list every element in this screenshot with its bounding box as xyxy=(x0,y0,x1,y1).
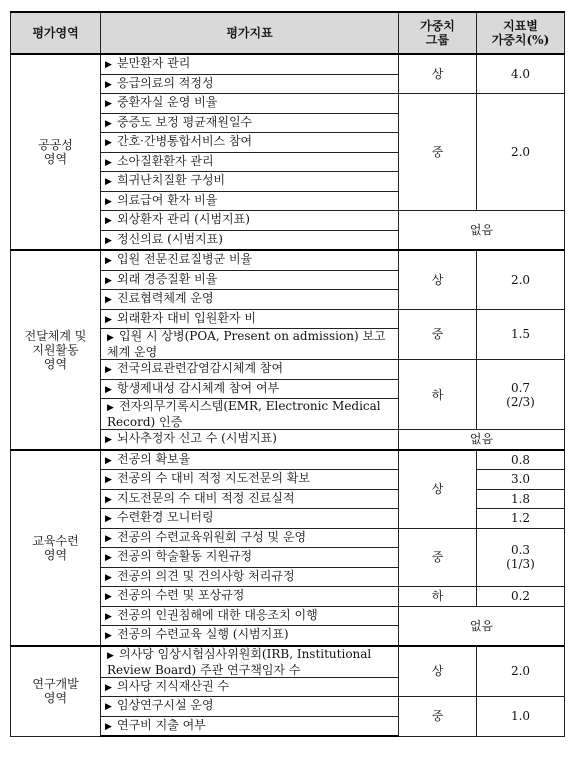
triangle-right-icon: ▶ xyxy=(105,118,112,129)
indicator-text: 외래 경증질환 비율 xyxy=(117,271,218,286)
indicator-cell xyxy=(101,133,399,153)
indicator-cell xyxy=(101,528,399,548)
header-row xyxy=(11,12,565,54)
weight-cell: 3.0 xyxy=(477,470,565,490)
triangle-right-icon: ▶ xyxy=(105,494,112,505)
indicator-cell xyxy=(101,606,399,626)
triangle-right-icon: ▶ xyxy=(105,235,112,246)
indicator-cell xyxy=(101,509,399,529)
group-cell: 하 xyxy=(399,587,477,607)
weight-cell: 0.8 xyxy=(477,450,565,470)
evaluation-table xyxy=(10,11,565,737)
indicator-cell xyxy=(101,309,399,329)
indicator-cell xyxy=(101,230,399,250)
indicator-text: 의료급여 환자 비율 xyxy=(117,192,218,207)
indicator-text: 간호·간병통합서비스 참여 xyxy=(117,134,253,149)
indicator-cell xyxy=(101,172,399,192)
indicator-text: 희귀난치질환 구성비 xyxy=(117,173,226,188)
weight-cell: 1.2 xyxy=(477,509,565,529)
indicator-text: 연구비 지출 여부 xyxy=(117,717,206,732)
indicator-cell xyxy=(101,152,399,172)
indicator-text: 외래환자 대비 입원환자 비 xyxy=(117,310,256,325)
indicator-cell xyxy=(101,329,399,360)
triangle-right-icon: ▶ xyxy=(105,553,112,564)
triangle-right-icon: ▶ xyxy=(105,572,112,583)
triangle-right-icon: ▶ xyxy=(107,650,114,661)
group-cell: 하 xyxy=(399,360,477,430)
indicator-text: 진료협력체계 운영 xyxy=(117,291,214,306)
weight-cell: 2.0 xyxy=(477,94,565,211)
indicator-text: 수련환경 모니터링 xyxy=(117,510,214,525)
indicator-text: 중환자실 운영 비율 xyxy=(117,95,218,110)
triangle-right-icon: ▶ xyxy=(105,196,112,207)
triangle-right-icon: ▶ xyxy=(105,384,112,395)
triangle-right-icon: ▶ xyxy=(105,216,112,227)
table-row xyxy=(11,54,565,74)
triangle-right-icon: ▶ xyxy=(105,177,112,188)
header-group: 가중치 그룹 xyxy=(399,12,477,54)
group-cell: 상 xyxy=(399,54,477,94)
triangle-right-icon: ▶ xyxy=(105,99,112,110)
table-row xyxy=(11,250,565,270)
indicator-text: 전국의료관련감염감시체계 참여 xyxy=(117,361,284,376)
indicator-text: 외상환자 관리 (시범지표) xyxy=(117,212,250,227)
indicator-cell xyxy=(101,191,399,211)
indicator-cell xyxy=(101,470,399,490)
indicator-text: 의사당 지식재산권 수 xyxy=(117,678,229,693)
group-cell: 중 xyxy=(399,309,477,360)
triangle-right-icon: ▶ xyxy=(105,314,112,325)
indicator-text: 소아질환환자 관리 xyxy=(117,153,214,168)
no-group-cell: 없음 xyxy=(399,430,565,450)
group-cell: 상 xyxy=(399,646,477,697)
weight-cell: 1.0 xyxy=(477,697,565,737)
area-research: 연구개발 영역 xyxy=(11,646,101,737)
triangle-right-icon: ▶ xyxy=(105,631,112,642)
indicator-text: 의사당 임상시험심사위원회(IRB, Institutional Review Board) 주관 연구책임자 수 xyxy=(107,646,372,677)
indicator-text: 전공의 의견 및 건의사항 처리규정 xyxy=(117,568,295,583)
triangle-right-icon: ▶ xyxy=(105,435,112,446)
indicator-text: 항생제내성 감시체계 참여 여부 xyxy=(117,380,280,395)
no-group-cell: 없음 xyxy=(399,606,565,646)
indicator-text: 분만환자 관리 xyxy=(117,56,191,71)
indicator-cell xyxy=(101,697,399,717)
indicator-text: 전공의 수련교육위원회 구성 및 운영 xyxy=(117,529,307,544)
indicator-cell xyxy=(101,587,399,607)
indicator-text: 응급의료의 적정성 xyxy=(117,75,214,90)
indicator-cell xyxy=(101,399,399,430)
indicator-text: 전공의 확보율 xyxy=(117,451,191,466)
indicator-cell xyxy=(101,270,399,290)
indicator-text: 전공의 수련교육 실행 (시범지표) xyxy=(117,627,289,642)
triangle-right-icon: ▶ xyxy=(105,721,112,732)
indicator-cell xyxy=(101,716,399,736)
indicator-text: 뇌사추정자 신고 수 (시범지표) xyxy=(117,431,277,446)
triangle-right-icon: ▶ xyxy=(107,333,114,343)
area-delivery: 전달체계 및 지원활동 영역 xyxy=(11,250,101,450)
indicator-cell xyxy=(101,677,399,697)
indicator-text: 전공의 학술활동 지원규정 xyxy=(117,549,253,564)
triangle-right-icon: ▶ xyxy=(105,256,112,267)
triangle-right-icon: ▶ xyxy=(105,295,112,306)
indicator-cell xyxy=(101,113,399,133)
indicator-text: 중증도 보정 평균재원일수 xyxy=(117,114,253,129)
indicator-cell xyxy=(101,211,399,231)
indicator-text: 전공의 수 대비 적정 지도전문의 확보 xyxy=(117,471,310,486)
indicator-text: 전자의무기록시스템(EMR, Electronic Medical Record) 인증 xyxy=(107,399,381,429)
group-cell: 상 xyxy=(399,250,477,309)
indicator-cell xyxy=(101,626,399,646)
triangle-right-icon: ▶ xyxy=(105,611,112,622)
indicator-cell xyxy=(101,360,399,380)
triangle-right-icon: ▶ xyxy=(105,592,112,603)
indicator-cell xyxy=(101,54,399,74)
header-indicator: 평가지표 xyxy=(101,12,399,54)
triangle-right-icon: ▶ xyxy=(105,365,112,376)
no-group-cell: 없음 xyxy=(399,211,565,251)
indicator-text: 정신의료 (시범지표) xyxy=(117,231,223,246)
weight-cell: 2.0 xyxy=(477,250,565,309)
triangle-right-icon: ▶ xyxy=(105,60,112,71)
weight-cell: 2.0 xyxy=(477,646,565,697)
indicator-cell xyxy=(101,548,399,568)
weight-cell: 0.3 (1/3) xyxy=(477,528,565,587)
indicator-text: 입원 시 상병(POA, Present on admission) 보고체계 운영 xyxy=(107,329,386,359)
indicator-cell xyxy=(101,94,399,114)
table-row xyxy=(11,450,565,470)
group-cell: 중 xyxy=(399,697,477,737)
weight-cell: 1.8 xyxy=(477,489,565,509)
indicator-cell xyxy=(101,379,399,399)
indicator-text: 임상연구시설 운영 xyxy=(117,698,214,713)
indicator-cell xyxy=(101,567,399,587)
group-cell: 상 xyxy=(399,450,477,529)
group-cell: 중 xyxy=(399,528,477,587)
triangle-right-icon: ▶ xyxy=(105,514,112,525)
triangle-right-icon: ▶ xyxy=(105,702,112,713)
weight-cell: 0.7 (2/3) xyxy=(477,360,565,430)
indicator-cell xyxy=(101,450,399,470)
triangle-right-icon: ▶ xyxy=(107,403,114,413)
indicator-text: 지도전문의 수 대비 적정 진료실적 xyxy=(117,490,295,505)
indicator-text: 전공의 인권침해에 대한 대응조치 이행 xyxy=(117,607,318,622)
area-training: 교육수련 영역 xyxy=(11,450,101,646)
indicator-cell xyxy=(101,290,399,310)
group-cell: 중 xyxy=(399,94,477,211)
triangle-right-icon: ▶ xyxy=(105,475,112,486)
indicator-cell xyxy=(101,430,399,450)
weight-cell: 1.5 xyxy=(477,309,565,360)
triangle-right-icon: ▶ xyxy=(105,79,112,90)
triangle-right-icon: ▶ xyxy=(105,455,112,466)
weight-cell: 0.2 xyxy=(477,587,565,607)
header-weight: 지표별 가중치(%) xyxy=(477,12,565,54)
triangle-right-icon: ▶ xyxy=(105,275,112,286)
weight-cell: 4.0 xyxy=(477,54,565,94)
header-area: 평가영역 xyxy=(11,12,101,54)
triangle-right-icon: ▶ xyxy=(105,157,112,168)
indicator-text: 전공의 수련 및 포상규정 xyxy=(117,588,245,603)
triangle-right-icon: ▶ xyxy=(105,138,112,149)
indicator-cell xyxy=(101,74,399,94)
indicator-cell xyxy=(101,489,399,509)
area-public: 공공성 영역 xyxy=(11,54,101,250)
triangle-right-icon: ▶ xyxy=(105,682,112,693)
indicator-cell xyxy=(101,250,399,270)
triangle-right-icon: ▶ xyxy=(105,533,112,544)
indicator-cell xyxy=(101,646,399,678)
indicator-text: 입원 전문진료질병군 비율 xyxy=(117,252,253,267)
